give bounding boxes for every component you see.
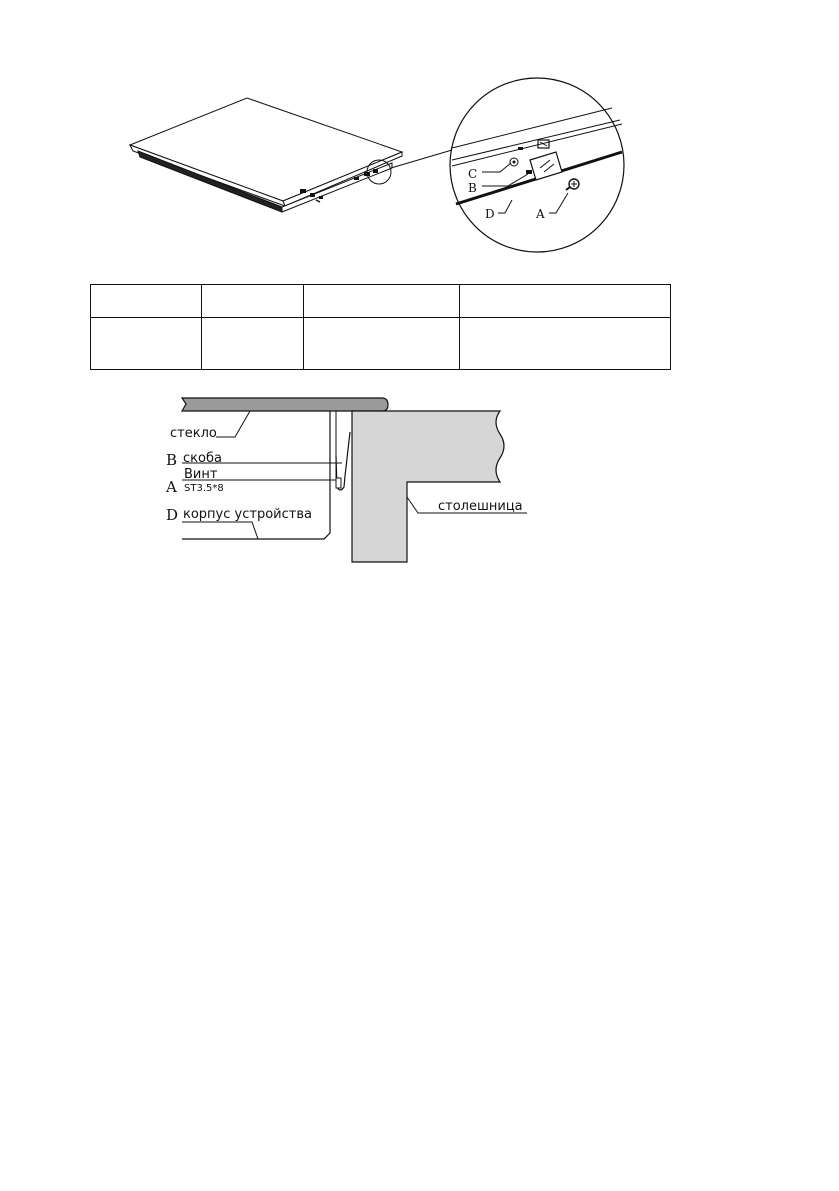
table-row: [91, 318, 671, 370]
callout-a-label: A: [536, 207, 545, 221]
table-cell: [460, 318, 671, 370]
countertop-label: столешница: [438, 499, 523, 514]
glass-label: стекло: [170, 426, 217, 441]
body-label: корпус устройства: [183, 507, 312, 522]
callout-d-label: D: [485, 207, 495, 221]
screw-label: Винт: [184, 467, 218, 482]
cross-section-diagram: [0, 390, 839, 570]
blank-table: [90, 284, 671, 370]
callout-b-label: B: [468, 181, 477, 195]
table-cell: [460, 285, 671, 318]
glass-panel: [182, 398, 388, 411]
hob-installation-illustration: [0, 0, 839, 270]
table-cell: [91, 285, 202, 318]
screw-spec-label: ST3.5*8: [184, 483, 224, 494]
table-cell: [202, 318, 304, 370]
table-cell: [202, 285, 304, 318]
hob-perspective-drawing: [130, 98, 452, 212]
body-letter: D: [166, 506, 179, 524]
table-cell: [91, 318, 202, 370]
table-row: [91, 285, 671, 318]
bracket-label: скоба: [183, 451, 222, 466]
table-cell: [304, 285, 460, 318]
table-cell: [304, 318, 460, 370]
magnified-detail-view: [450, 78, 624, 252]
bracket-letter: B: [166, 451, 178, 469]
callout-c-label: C: [468, 167, 478, 181]
screw-letter: A: [166, 478, 177, 496]
countertop-shape: [352, 411, 504, 562]
